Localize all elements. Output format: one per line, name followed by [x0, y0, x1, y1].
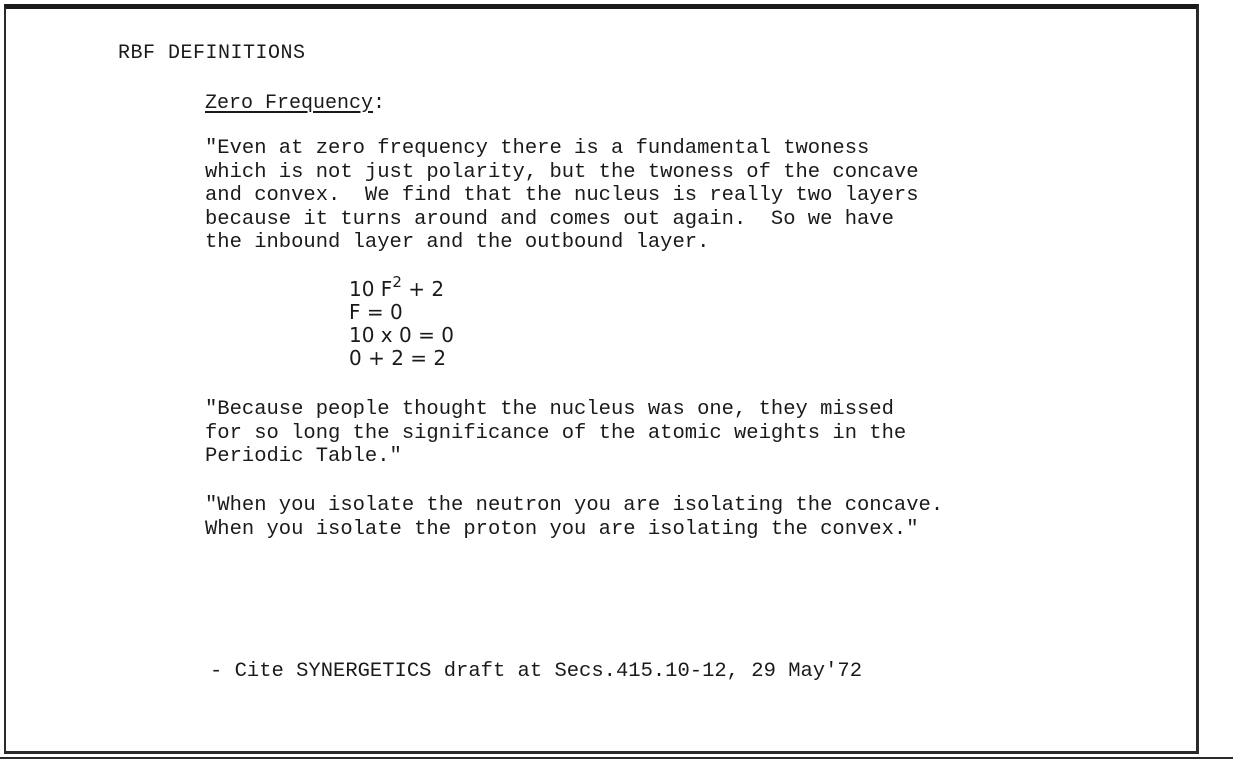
equation-4: 0 + 2 = 2: [349, 346, 447, 370]
page-heading: RBF DEFINITIONS: [118, 42, 306, 65]
quote-line: which is not just polarity, but the twoness of the concave: [205, 160, 919, 184]
quote-line: "Because people thought the nucleus was one, they missed: [205, 398, 894, 421]
quote-line: the inbound layer and the outbound layer.: [205, 231, 710, 254]
quote-line: When you isolate the proton you are isolating the convex.": [205, 517, 919, 541]
subheading-title: Zero Frequency: [205, 92, 374, 115]
equation-3: 10 x 0 = 0: [349, 323, 454, 347]
equation-1-tail: + 2: [401, 277, 445, 301]
section-subheading: [205, 92, 385, 115]
next-card-edge: [0, 757, 1233, 777]
equation-2: F = 0: [349, 300, 403, 324]
quote-line: "Even at zero frequency there is a fundamental twoness: [205, 137, 870, 160]
equation-block: [349, 273, 454, 370]
citation-line: - Cite SYNERGETICS draft at Secs.415.10-12, 29 May'72: [210, 660, 863, 683]
quote-line: for so long the significance of the atomic weights in the: [205, 421, 907, 445]
quote-paragraph-2: [205, 398, 906, 469]
quote-paragraph-1: [205, 137, 919, 255]
definition-card: [4, 4, 1199, 754]
quote-line: Periodic Table.": [205, 445, 402, 468]
equation-1: [349, 273, 454, 301]
quote-line: and convex. We find that the nucleus is really two layers: [205, 184, 919, 207]
subheading-colon: :: [373, 92, 386, 115]
quote-line: "When you isolate the neutron you are isolating the concave.: [205, 494, 944, 517]
equation-1-base: 10 F: [349, 277, 393, 301]
equation-1-exponent: 2: [392, 273, 402, 291]
quote-line: because it turns around and comes out again. So we have: [205, 207, 894, 231]
quote-paragraph-3: [205, 494, 943, 541]
